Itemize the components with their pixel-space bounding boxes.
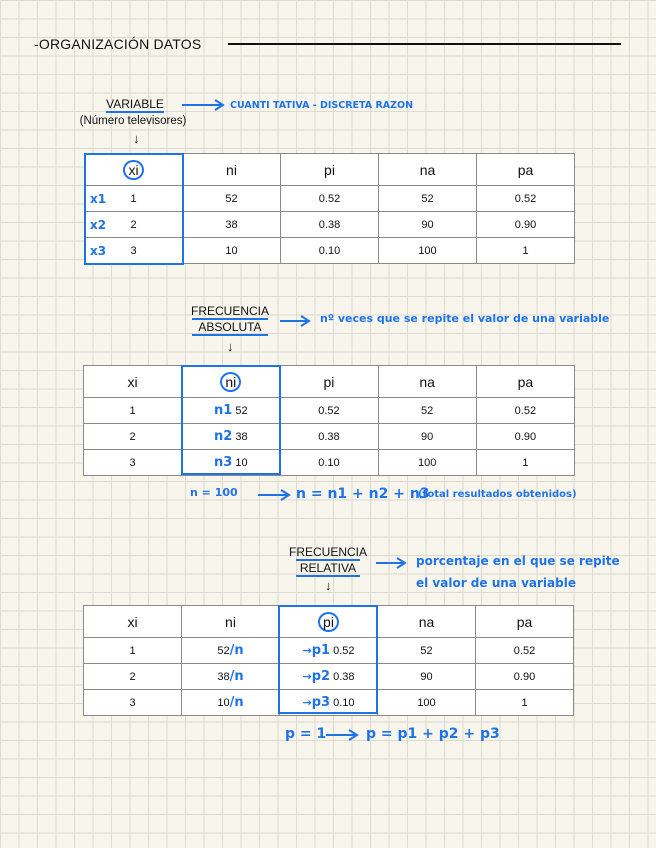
cell-pa: 0.90 [477, 212, 575, 238]
table-header-row [85, 154, 575, 186]
cell-na: 90 [379, 212, 477, 238]
cell-label-p1: p1 [311, 643, 331, 658]
header-pa: pa [476, 366, 574, 398]
cell-pa: 0.52 [477, 186, 575, 212]
right-arrow-icon [280, 314, 314, 328]
page-title: -ORGANIZACIÓN DATOS [34, 36, 202, 52]
cell-ni: 52 [183, 186, 281, 212]
header-pa: pa [476, 606, 574, 638]
cell-xi: 1 [84, 398, 182, 424]
cell-pi: 0.52 [280, 398, 378, 424]
cell-pi: 0.52 [281, 186, 379, 212]
cell-xi: 1 [84, 638, 182, 664]
n-formula: n = n1 + n2 + n3 [296, 486, 430, 502]
cell-pa: 0.90 [476, 424, 574, 450]
absolute-frequency-note: nº veces que se repite el valor de una variable [320, 312, 610, 325]
variable-label [100, 97, 170, 112]
table-row [85, 186, 575, 212]
over-n-label: /n [229, 643, 244, 658]
cell-pi-value: 0.38 [333, 671, 355, 683]
cell-label-n2: n2 [213, 429, 233, 444]
cell-pi: 0.10 [281, 238, 379, 264]
cell-pa: 1 [476, 450, 574, 476]
down-arrow-icon: ↓ [325, 578, 332, 593]
relative-frequency-label [282, 545, 374, 577]
header-ni: ni [183, 154, 281, 186]
cell-xi: 3 [84, 450, 182, 476]
cell-pi: →p1 0.52 [280, 638, 378, 664]
header-ni [182, 366, 280, 398]
total-n-note: n = 100 [190, 486, 238, 499]
cell-label-n1: n1 [213, 403, 233, 418]
variable-type-note: CUANTI TATIVA - DISCRETA RAZON [230, 100, 414, 111]
header-pi-text: pi [318, 612, 339, 632]
table-header-row [84, 366, 575, 398]
relative-frequency-note-line2: el valor de una variable [416, 576, 576, 590]
cell-ni-value: 38 [235, 431, 248, 443]
relative-frequency-note-line1: porcentaje en el que se repite [416, 554, 620, 568]
cell-ni-value: 52 [235, 405, 248, 417]
down-arrow-icon: ↓ [133, 131, 140, 146]
header-na: na [378, 366, 476, 398]
cell-na: 100 [378, 690, 476, 716]
cell-label-p2: p2 [311, 669, 331, 684]
table-row [84, 450, 575, 476]
cell-ni-value: 52 [217, 645, 230, 657]
cell-na: 52 [378, 398, 476, 424]
relative-frequency-label-line1: FRECUENCIA [288, 545, 367, 559]
cell-na: 90 [378, 424, 476, 450]
cell-xi: 3 [85, 238, 183, 264]
row-label-x2: x2 [90, 218, 107, 232]
cell-xi: 3 [84, 690, 182, 716]
header-pi: pi [281, 154, 379, 186]
cell-ni [182, 638, 280, 664]
cell-ni [182, 450, 280, 476]
absolute-frequency-label-line2: ABSOLUTA [192, 318, 268, 336]
cell-xi: 2 [84, 424, 182, 450]
cell-label-p3: p3 [311, 695, 331, 710]
right-arrow-icon [376, 556, 410, 570]
cell-pi: 0.10 [280, 450, 378, 476]
total-p-note: p = 1 [285, 726, 327, 742]
cell-xi: 1 [85, 186, 183, 212]
absolute-frequency-label-line1: FRECUENCIA [190, 304, 269, 318]
cell-pi: →p2 0.38 [280, 664, 378, 690]
cell-pa: 0.52 [476, 638, 574, 664]
cell-na: 52 [379, 186, 477, 212]
down-arrow-icon: ↓ [227, 339, 234, 354]
header-pi: pi [280, 366, 378, 398]
header-xi: xi [84, 366, 182, 398]
right-arrow-icon [258, 488, 294, 502]
cell-pa: 1 [477, 238, 575, 264]
cell-pa: 1 [476, 690, 574, 716]
variable-label-text: VARIABLE [106, 97, 164, 111]
cell-pi: 0.38 [281, 212, 379, 238]
data-table-3 [83, 605, 574, 716]
table-row [84, 690, 574, 716]
cell-pi-value: 0.10 [333, 697, 355, 709]
absolute-frequency-label [184, 304, 276, 336]
data-table-1 [84, 153, 575, 264]
header-xi: xi [84, 606, 182, 638]
table-row [85, 238, 575, 264]
data-table-2 [83, 365, 575, 476]
p-formula: p = p1 + p2 + p3 [366, 726, 500, 742]
header-pa: pa [477, 154, 575, 186]
table-row [84, 424, 575, 450]
cell-na: 100 [379, 238, 477, 264]
header-xi [85, 154, 183, 186]
cell-xi: 2 [84, 664, 182, 690]
over-n-label: /n [229, 669, 244, 684]
table-row [85, 212, 575, 238]
table-row [84, 398, 575, 424]
header-pi [280, 606, 378, 638]
right-arrow-icon [326, 728, 362, 742]
table-row [84, 664, 574, 690]
table-header-row [84, 606, 574, 638]
row-label-x3: x3 [90, 244, 107, 258]
header-xi-text: xi [123, 160, 143, 180]
header-ni: ni [182, 606, 280, 638]
cell-ni [182, 424, 280, 450]
cell-ni [182, 690, 280, 716]
cell-ni-value: 38 [217, 671, 230, 683]
cell-na: 100 [378, 450, 476, 476]
header-ni-text: ni [220, 372, 241, 392]
title-underline [228, 43, 621, 45]
cell-na: 52 [378, 638, 476, 664]
cell-xi: 2 [85, 212, 183, 238]
relative-frequency-label-line2: RELATIVA [296, 559, 360, 577]
cell-label-n3: n3 [213, 455, 233, 470]
cell-ni [182, 664, 280, 690]
cell-pa: 0.90 [476, 664, 574, 690]
row-label-x1: x1 [90, 192, 107, 206]
cell-ni-value: 10 [217, 697, 230, 709]
cell-pi: 0.38 [280, 424, 378, 450]
variable-sublabel: (Número televisores) [79, 115, 187, 127]
n-formula-note: (total resultados obtenidos) [418, 489, 577, 500]
over-n-label: /n [229, 695, 244, 710]
cell-ni: 38 [183, 212, 281, 238]
table-row [84, 638, 574, 664]
cell-ni: 10 [183, 238, 281, 264]
cell-pa: 0.52 [476, 398, 574, 424]
right-arrow-icon [182, 98, 228, 112]
cell-ni-value: 10 [235, 457, 248, 469]
cell-na: 90 [378, 664, 476, 690]
cell-pi-value: 0.52 [333, 645, 355, 657]
header-na: na [378, 606, 476, 638]
cell-pi: →p3 0.10 [280, 690, 378, 716]
header-na: na [379, 154, 477, 186]
cell-ni [182, 398, 280, 424]
